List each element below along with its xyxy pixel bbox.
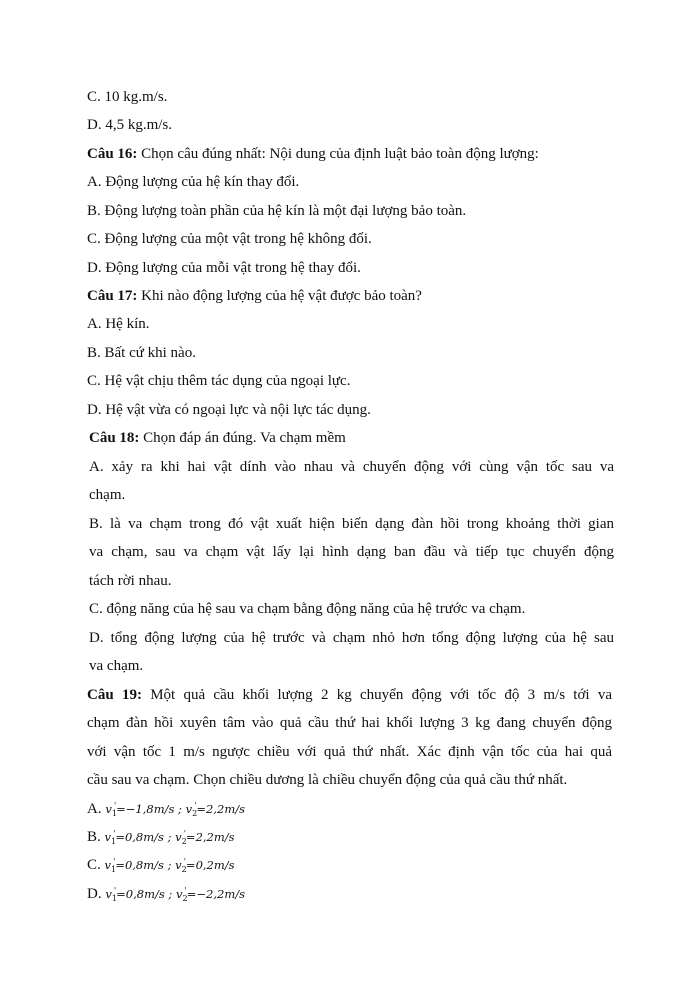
q15-option-d: D. 4,5 kg.m/s. — [87, 117, 173, 133]
q19-stem-line1 — [87, 685, 612, 705]
q18-option-b-line1: B. là va chạm trong đó vật xuất hiện biến dạng đàn hồi trong khoảng thời gian — [89, 516, 614, 532]
q18-option-a-line2: chạm. — [89, 487, 126, 503]
q18-option-c: C. động năng của hệ sau va chạm bằng động năng của hệ trước va chạm. — [89, 601, 526, 617]
q16-text: Chọn câu đúng nhất: Nội dung của định luật bảo toàn động lượng: — [137, 146, 539, 162]
q18-option-d-line2: va chạm. — [89, 658, 144, 674]
q19-label: Câu 19: — [87, 687, 142, 703]
q19-text-line1: Một quả cầu khối lượng 2 kg chuyển động với tốc độ 3 m/s tới va — [141, 687, 613, 703]
q16-option-a: A. Động lượng của hệ kín thay đổi. — [87, 174, 300, 190]
q18-option-b-line3: tách rời nhau. — [89, 573, 172, 589]
q19-option-letter: C. — [87, 857, 105, 873]
q18-option-d-line1: D. tổng động lượng của hệ trước và chạm nhỏ hơn tổng động lượng của hệ sau — [89, 630, 614, 646]
velocity-formula: $v_1'=0,8m/s$ ; $v_2'=0,2m/s$ — [104, 857, 235, 874]
q19-option-letter: A. — [87, 801, 106, 817]
velocity-formula: $v_1'=0,8m/s$ ; $v_2'=-2,2m/s$ — [105, 886, 246, 903]
q18-label: Câu 18: — [89, 430, 140, 446]
q19-stem-line2: chạm đàn hồi xuyên tâm vào quả cầu thứ hai khối lượng 3 kg đang chuyển động — [87, 715, 612, 731]
q18-option-b-line2: va chạm, sau va chạm vật lấy lại hình dạng ban đầu và tiếp tục chuyển động — [89, 544, 614, 560]
q17-text: Khi nào động lượng của hệ vật được bảo toàn? — [137, 288, 422, 304]
q17-option-b: B. Bất cứ khi nào. — [87, 345, 196, 361]
q17-option-a: A. Hệ kín. — [87, 316, 150, 332]
q17-option-c: C. Hệ vật chịu thêm tác dụng của ngoại lực. — [87, 373, 351, 389]
q18-text: Chọn đáp án đúng. Va chạm mềm — [139, 430, 346, 446]
q18-stem — [89, 428, 346, 448]
q19-option-letter: D. — [87, 886, 106, 902]
q17-option-d: D. Hệ vật vừa có ngoại lực và nội lực tác dụng. — [87, 402, 371, 418]
q17-label: Câu 17: — [87, 288, 138, 304]
q16-option-b: B. Động lượng toàn phần của hệ kín là một đại lượng bảo toàn. — [87, 203, 467, 219]
q19-option-d — [87, 884, 245, 906]
q17-stem — [87, 286, 422, 306]
q19-stem-line4: cầu sau va chạm. Chọn chiều dương là chiều chuyển động của quả cầu thứ nhất. — [87, 772, 568, 788]
velocity-formula: $v_1'=-1,8m/s$ ; $v_2'=2,2m/s$ — [105, 801, 246, 818]
q19-option-c — [87, 855, 235, 877]
q19-option-letter: B. — [87, 829, 105, 845]
q15-option-c: C. 10 kg.m/s. — [87, 89, 168, 105]
q16-stem — [87, 144, 539, 164]
q19-option-a — [87, 799, 245, 821]
q19-option-b — [87, 827, 235, 849]
q16-option-c: C. Động lượng của một vật trong hệ không đổi. — [87, 231, 372, 247]
q19-stem-line3: với vận tốc 1 m/s ngược chiều với quả thứ nhất. Xác định vận tốc của hai quả — [87, 744, 612, 760]
q16-label: Câu 16: — [87, 146, 138, 162]
q16-option-d: D. Động lượng của mỗi vật trong hệ thay đổi. — [87, 260, 361, 276]
velocity-formula: $v_1'=0,8m/s$ ; $v_2'=2,2m/s$ — [104, 829, 235, 846]
q18-option-a-line1: A. xảy ra khi hai vật dính vào nhau và chuyển động với cùng vận tốc sau va — [89, 459, 614, 475]
